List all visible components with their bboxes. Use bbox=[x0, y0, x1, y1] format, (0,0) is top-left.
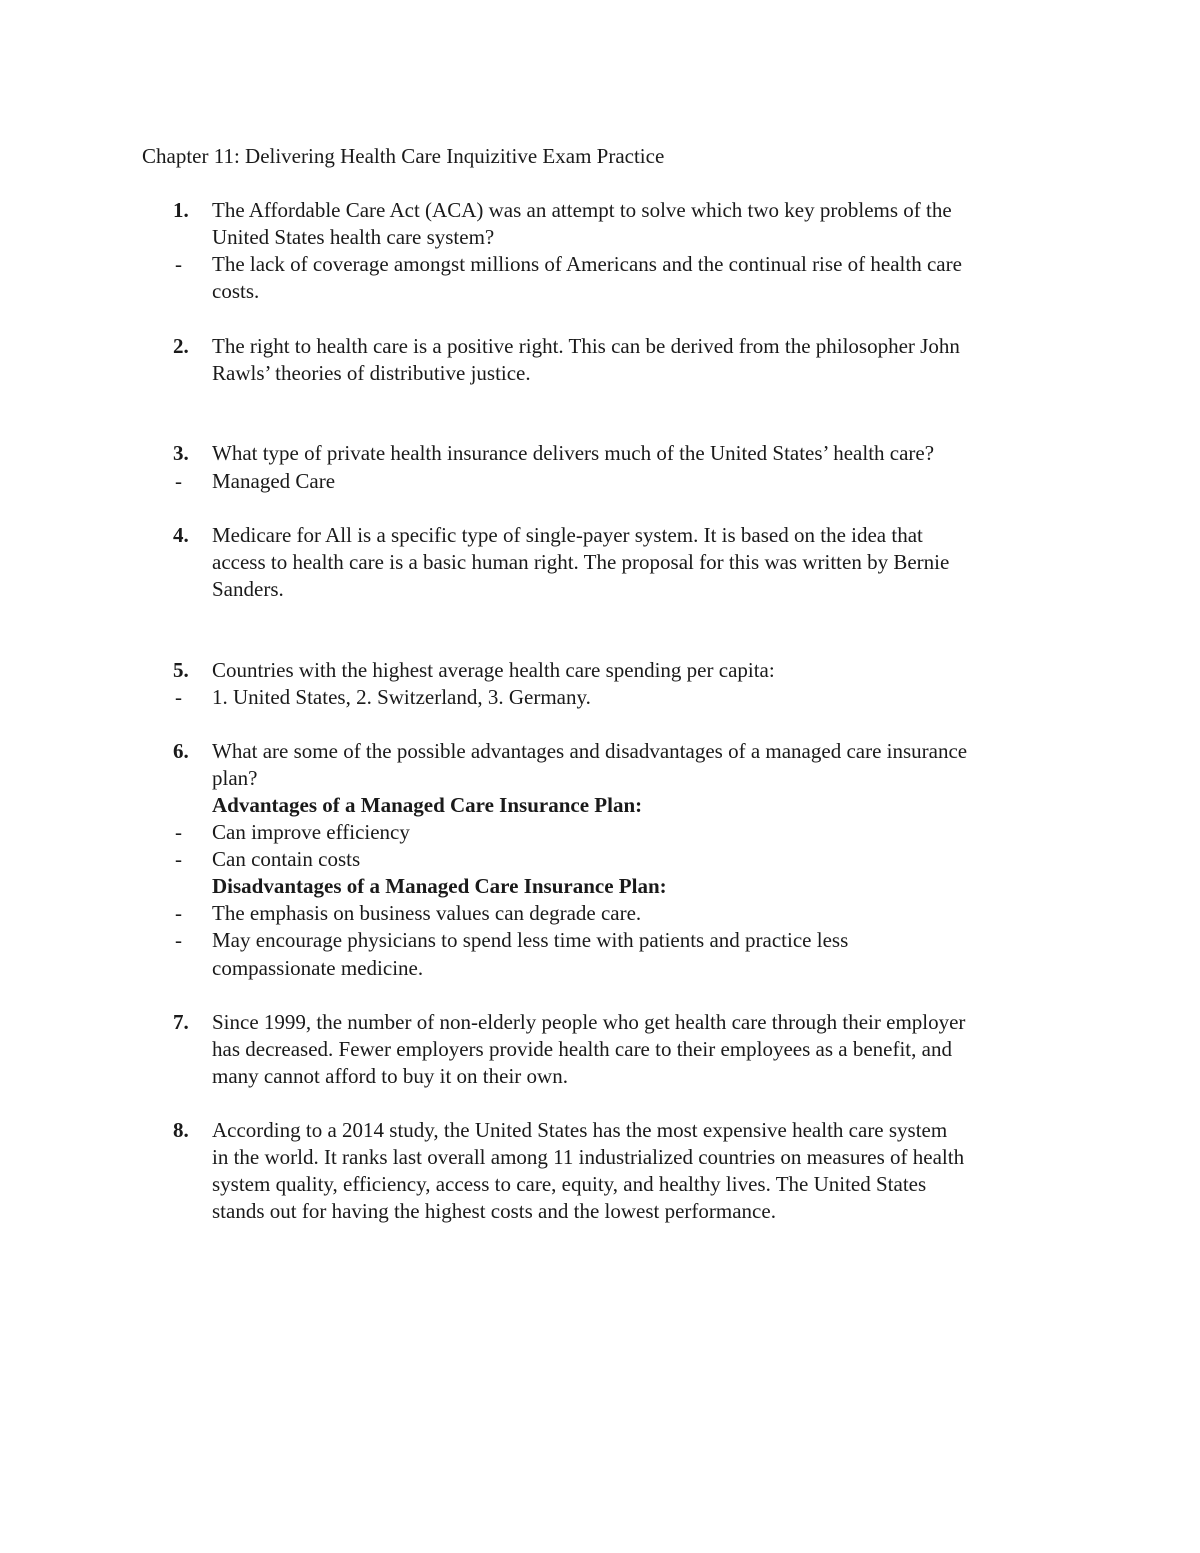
item-4-question-line-1: Medicare for All is a specific type of single-payer system. It is based on the idea that bbox=[212, 523, 923, 547]
bullet-dash: - bbox=[175, 685, 182, 709]
item-2-question-line-2: Rawls’ theories of distributive justice. bbox=[212, 361, 531, 385]
bullet-dash: - bbox=[175, 469, 182, 493]
item-8-question-line-4: stands out for having the highest costs and the lowest performance. bbox=[212, 1199, 776, 1223]
bullet-dash: - bbox=[175, 901, 182, 925]
item-6-question-line-1: What are some of the possible advantages and disadvantages of a managed care insurance bbox=[212, 739, 968, 763]
page-title: Chapter 11: Delivering Health Care Inquizitive Exam Practice bbox=[142, 144, 665, 168]
item-number-1: 1. bbox=[173, 198, 189, 222]
item-number-4: 4. bbox=[173, 523, 189, 547]
item-3-question-line-1: What type of private health insurance delivers much of the United States’ health care? bbox=[212, 441, 935, 465]
item-8-question-line-2: in the world. It ranks last overall among 11 industrialized countries on measures of health bbox=[212, 1145, 965, 1169]
item-number-6: 6. bbox=[173, 739, 189, 763]
disadvantages-heading: Disadvantages of a Managed Care Insurance Plan: bbox=[212, 874, 667, 898]
advantages-heading: Advantages of a Managed Care Insurance Plan: bbox=[212, 793, 643, 817]
item-1-answer-line-2: costs. bbox=[212, 279, 260, 303]
item-4-question-line-3: Sanders. bbox=[212, 577, 284, 601]
item-number-7: 7. bbox=[173, 1010, 189, 1034]
item-number-8: 8. bbox=[173, 1118, 189, 1142]
disadvantage-item-1: The emphasis on business values can degrade care. bbox=[212, 901, 642, 925]
item-1-question-line-2: United States health care system? bbox=[212, 225, 495, 249]
item-number-3: 3. bbox=[173, 441, 189, 465]
advantage-item-1: Can improve efficiency bbox=[212, 820, 410, 844]
item-6-question-line-2: plan? bbox=[212, 766, 258, 790]
item-7-question-line-1: Since 1999, the number of non-elderly people who get health care through their employer bbox=[212, 1010, 966, 1034]
item-number-2: 2. bbox=[173, 334, 189, 358]
disadvantage-item-2: May encourage physicians to spend less time with patients and practice less bbox=[212, 928, 849, 952]
item-1-answer-line-1: The lack of coverage amongst millions of Americans and the continual rise of health care bbox=[212, 252, 962, 276]
item-8-question-line-3: system quality, efficiency, access to care, equity, and healthy lives. The United States bbox=[212, 1172, 927, 1196]
item-7-question-line-2: has decreased. Fewer employers provide health care to their employees as a benefit, and bbox=[212, 1037, 952, 1061]
item-8-question-line-1: According to a 2014 study, the United States has the most expensive health care system bbox=[212, 1118, 948, 1142]
item-3-answer-line-1: Managed Care bbox=[212, 469, 336, 493]
item-1-question-line-1: The Affordable Care Act (ACA) was an attempt to solve which two key problems of the bbox=[212, 198, 952, 222]
item-4-question-line-2: access to health care is a basic human right. The proposal for this was written by Bernie bbox=[212, 550, 950, 574]
bullet-dash: - bbox=[175, 252, 182, 276]
item-5-question-line-1: Countries with the highest average health care spending per capita: bbox=[212, 658, 775, 682]
item-number-5: 5. bbox=[173, 658, 189, 682]
item-7-question-line-3: many cannot afford to buy it on their own. bbox=[212, 1064, 568, 1088]
advantage-item-2: Can contain costs bbox=[212, 847, 361, 871]
bullet-dash: - bbox=[175, 820, 182, 844]
item-5-answer-line-1: 1. United States, 2. Switzerland, 3. Germany. bbox=[212, 685, 591, 709]
disadvantage-item-2-continued: compassionate medicine. bbox=[212, 956, 424, 980]
item-2-question-line-1: The right to health care is a positive right. This can be derived from the philosopher John bbox=[212, 334, 960, 358]
bullet-dash: - bbox=[175, 847, 182, 871]
bullet-dash: - bbox=[175, 928, 182, 952]
